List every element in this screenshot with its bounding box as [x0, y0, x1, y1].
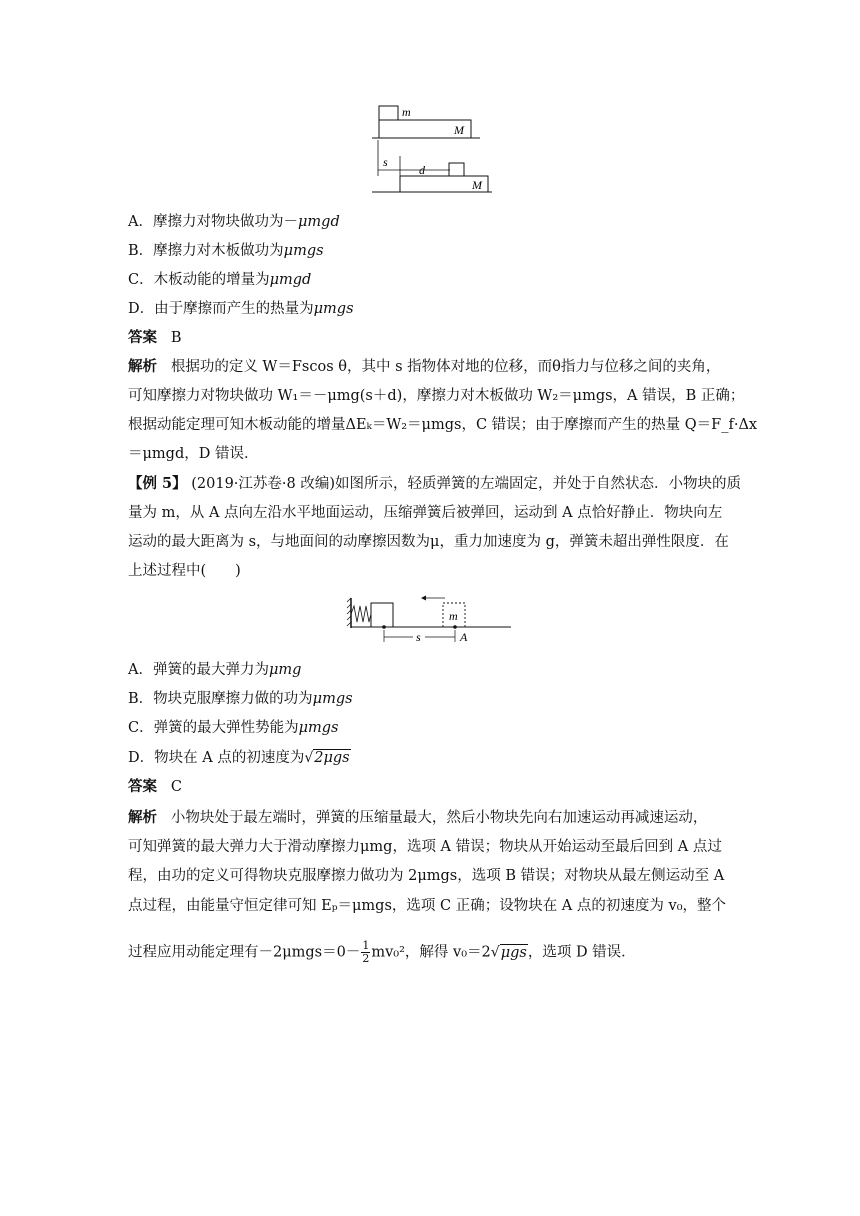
q5-answer: 答案 C: [128, 778, 182, 795]
fraction-half: $\frac{1}{2}$: [362, 939, 370, 965]
figure-spring-block: [345, 592, 515, 644]
q4-option-a: A．摩擦力对物块做功为－μmgd: [128, 214, 340, 230]
q5-stem-line2: 量为 m，从 A 点向左沿水平地面运动，压缩弹簧后被弹回，运动到 A 点恰好静止．物块向左: [128, 505, 723, 521]
q4-option-d: D．由于摩擦而产生的热量为μmgs: [128, 301, 354, 317]
figure-block-board: [370, 100, 500, 200]
q5-tag: 【例 5】: [128, 475, 187, 492]
sqrt-value: 2μgs: [314, 750, 350, 766]
q4-analysis-line2: 可知摩擦力对物块做功 W₁＝－μmg(s＋d)，摩擦力对木板做功 W₂＝μmgs，A 错误，B 正确；: [128, 388, 745, 404]
q4-option-c: C．木板动能的增量为μmgd: [128, 272, 312, 288]
fig1-label-d: d: [419, 163, 425, 177]
q4-analysis-line4: ＝μmgd，D 错误．: [128, 446, 259, 462]
q5-analysis-line4: 点过程，由能量守恒定律可知 Eₚ＝μmgs，选项 C 正确；设物块在 A 点的初速度为 v₀，整个: [128, 898, 727, 914]
q4-analysis-line3: 根据动能定理可知木板动能的增量ΔEₖ＝W₂＝μmgs，C 错误；由于摩擦而产生的热量 Q＝F_f·Δx: [128, 417, 758, 433]
q5-stem-line1: 【例 5】 (2019·江苏卷·8 改编)如图所示，轻质弹簧的左端固定，并处于自然状态．小物块的质: [128, 475, 742, 492]
fig1-label-M-bottom: M: [472, 178, 482, 192]
fig1-label-s: s: [383, 155, 388, 169]
fig2-label-A: A: [460, 630, 468, 644]
fig1-label-m: m: [402, 105, 411, 119]
q5-option-a: A．弹簧的最大弹力为μmg: [128, 662, 302, 678]
q5-option-c: C．弹簧的最大弹性势能为μmgs: [128, 720, 339, 736]
q5-stem-line3: 运动的最大距离为 s，与地面间的动摩擦因数为μ，重力加速度为 g，弹簧未超出弹性限度．在: [128, 534, 729, 550]
fig1-label-M-top: M: [454, 123, 464, 137]
fig2-label-s: s: [416, 630, 421, 644]
q5-option-b: B．物块克服摩擦力做的功为μmgs: [128, 691, 353, 707]
q5-analysis-line2: 可知弹簧的最大弹力大于滑动摩擦力μmg，选项 A 错误；物块从开始运动至最后回到 A 点过: [128, 839, 722, 855]
q4-analysis-line1: 解析 根据功的定义 W＝Fscos θ，其中 s 指物体对地的位移，而θ指力与位移之间的夹角，: [128, 358, 721, 375]
q5-stem-line4: 上述过程中( ): [128, 563, 241, 579]
q5-analysis-line3: 程，由功的定义可得物块克服摩擦力做功为 2μmgs，选项 B 错误；对物块从最左侧运动至 A: [128, 868, 725, 884]
q4-answer: 答案 B: [128, 329, 182, 346]
q5-analysis-line5: 过程应用动能定理有－2μmgs＝0－ $\frac{1}{2}$ mv₀²，解得 v₀＝2√μgs，选项 D 错误．: [128, 939, 636, 965]
spring-block-diagram: [345, 592, 515, 644]
q4-option-b: B．摩擦力对木板做功为μmgs: [128, 243, 324, 259]
q5-option-d: D．物块在 A 点的初速度为√2μgs: [128, 750, 350, 766]
block-board-diagram: [370, 100, 500, 200]
q5-analysis-line1: 解析 小物块处于最左端时，弹簧的压缩量最大，然后小物块先向右加速运动再减速运动，: [128, 809, 708, 826]
fig2-label-m: m: [449, 609, 458, 623]
